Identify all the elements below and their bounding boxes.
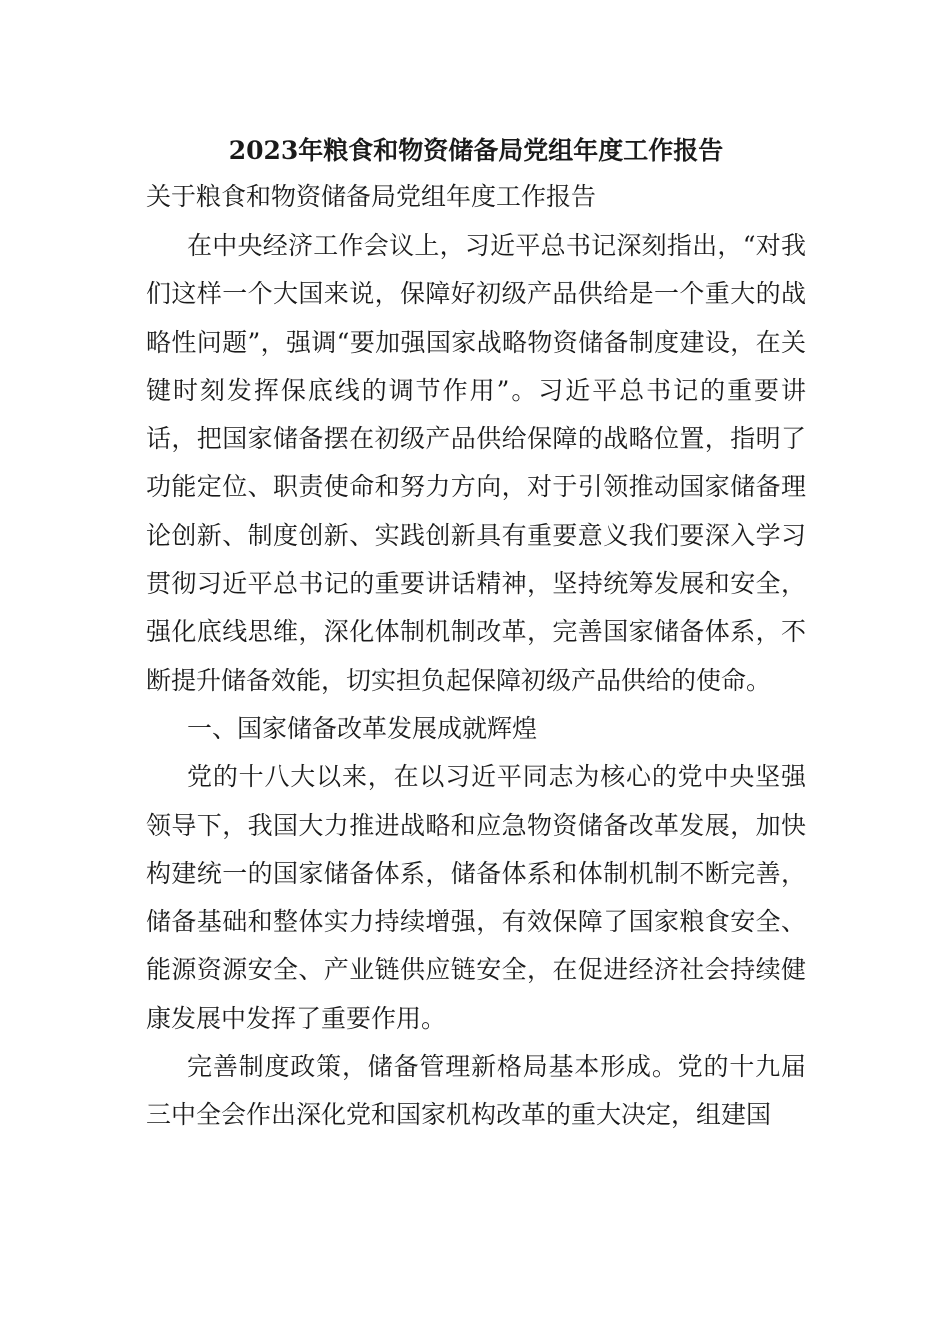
section-heading-1: 一、国家储备改革发展成就辉煌 [187, 713, 538, 743]
paragraph-achievements: 党的十八大以来，在以习近平同志为核心的党中央坚强领导下，我国大力推进战略和应急物资储备改革发展，加快构建统一的国家储备体系，储备体系和体制机制不断完善，储备基础和整体实力持续增强，有效保障了国家粮食安全、能源资源安全、产业链供应链安全，在促进经济社会持续健康发展中发挥了重要作用。 [146, 762, 806, 1033]
document-subtitle: 关于粮食和物资储备局党组年度工作报告 [146, 182, 597, 211]
document-title: 2023年粮食和物资储备局党组年度工作报告 [228, 136, 724, 165]
paragraph-policy: 完善制度政策，储备管理新格局基本形成。党的十九届三中全会作出深化党和国家机构改革的重大决定，组建国 [146, 1052, 806, 1130]
paragraph-intro: 在中央经济工作会议上，习近平总书记深刻指出，“对我们这样一个大国来说，保障好初级产品供给是一个重大的战略性问题”，强调“要加强国家战略物资储备制度建设，在关键时刻发挥保底线的调节作用”。习近平总书记的重要讲话，把国家储备摆在初级产品供给保障的战略位置，指明了功能定位、职责使命和努力方向，对于引领推动国家储备理论创新、制度创新、实践创新具有重要意义我们要深入学习贯彻习近平总书记的重要讲话精神，坚持统筹发展和安全，强化底线思维，深化体制机制改革，完善国家储备体系，不断提升储备效能，切实担负起保障初级产品供给的使命。 [146, 231, 806, 695]
document-page [146, 128, 806, 1140]
